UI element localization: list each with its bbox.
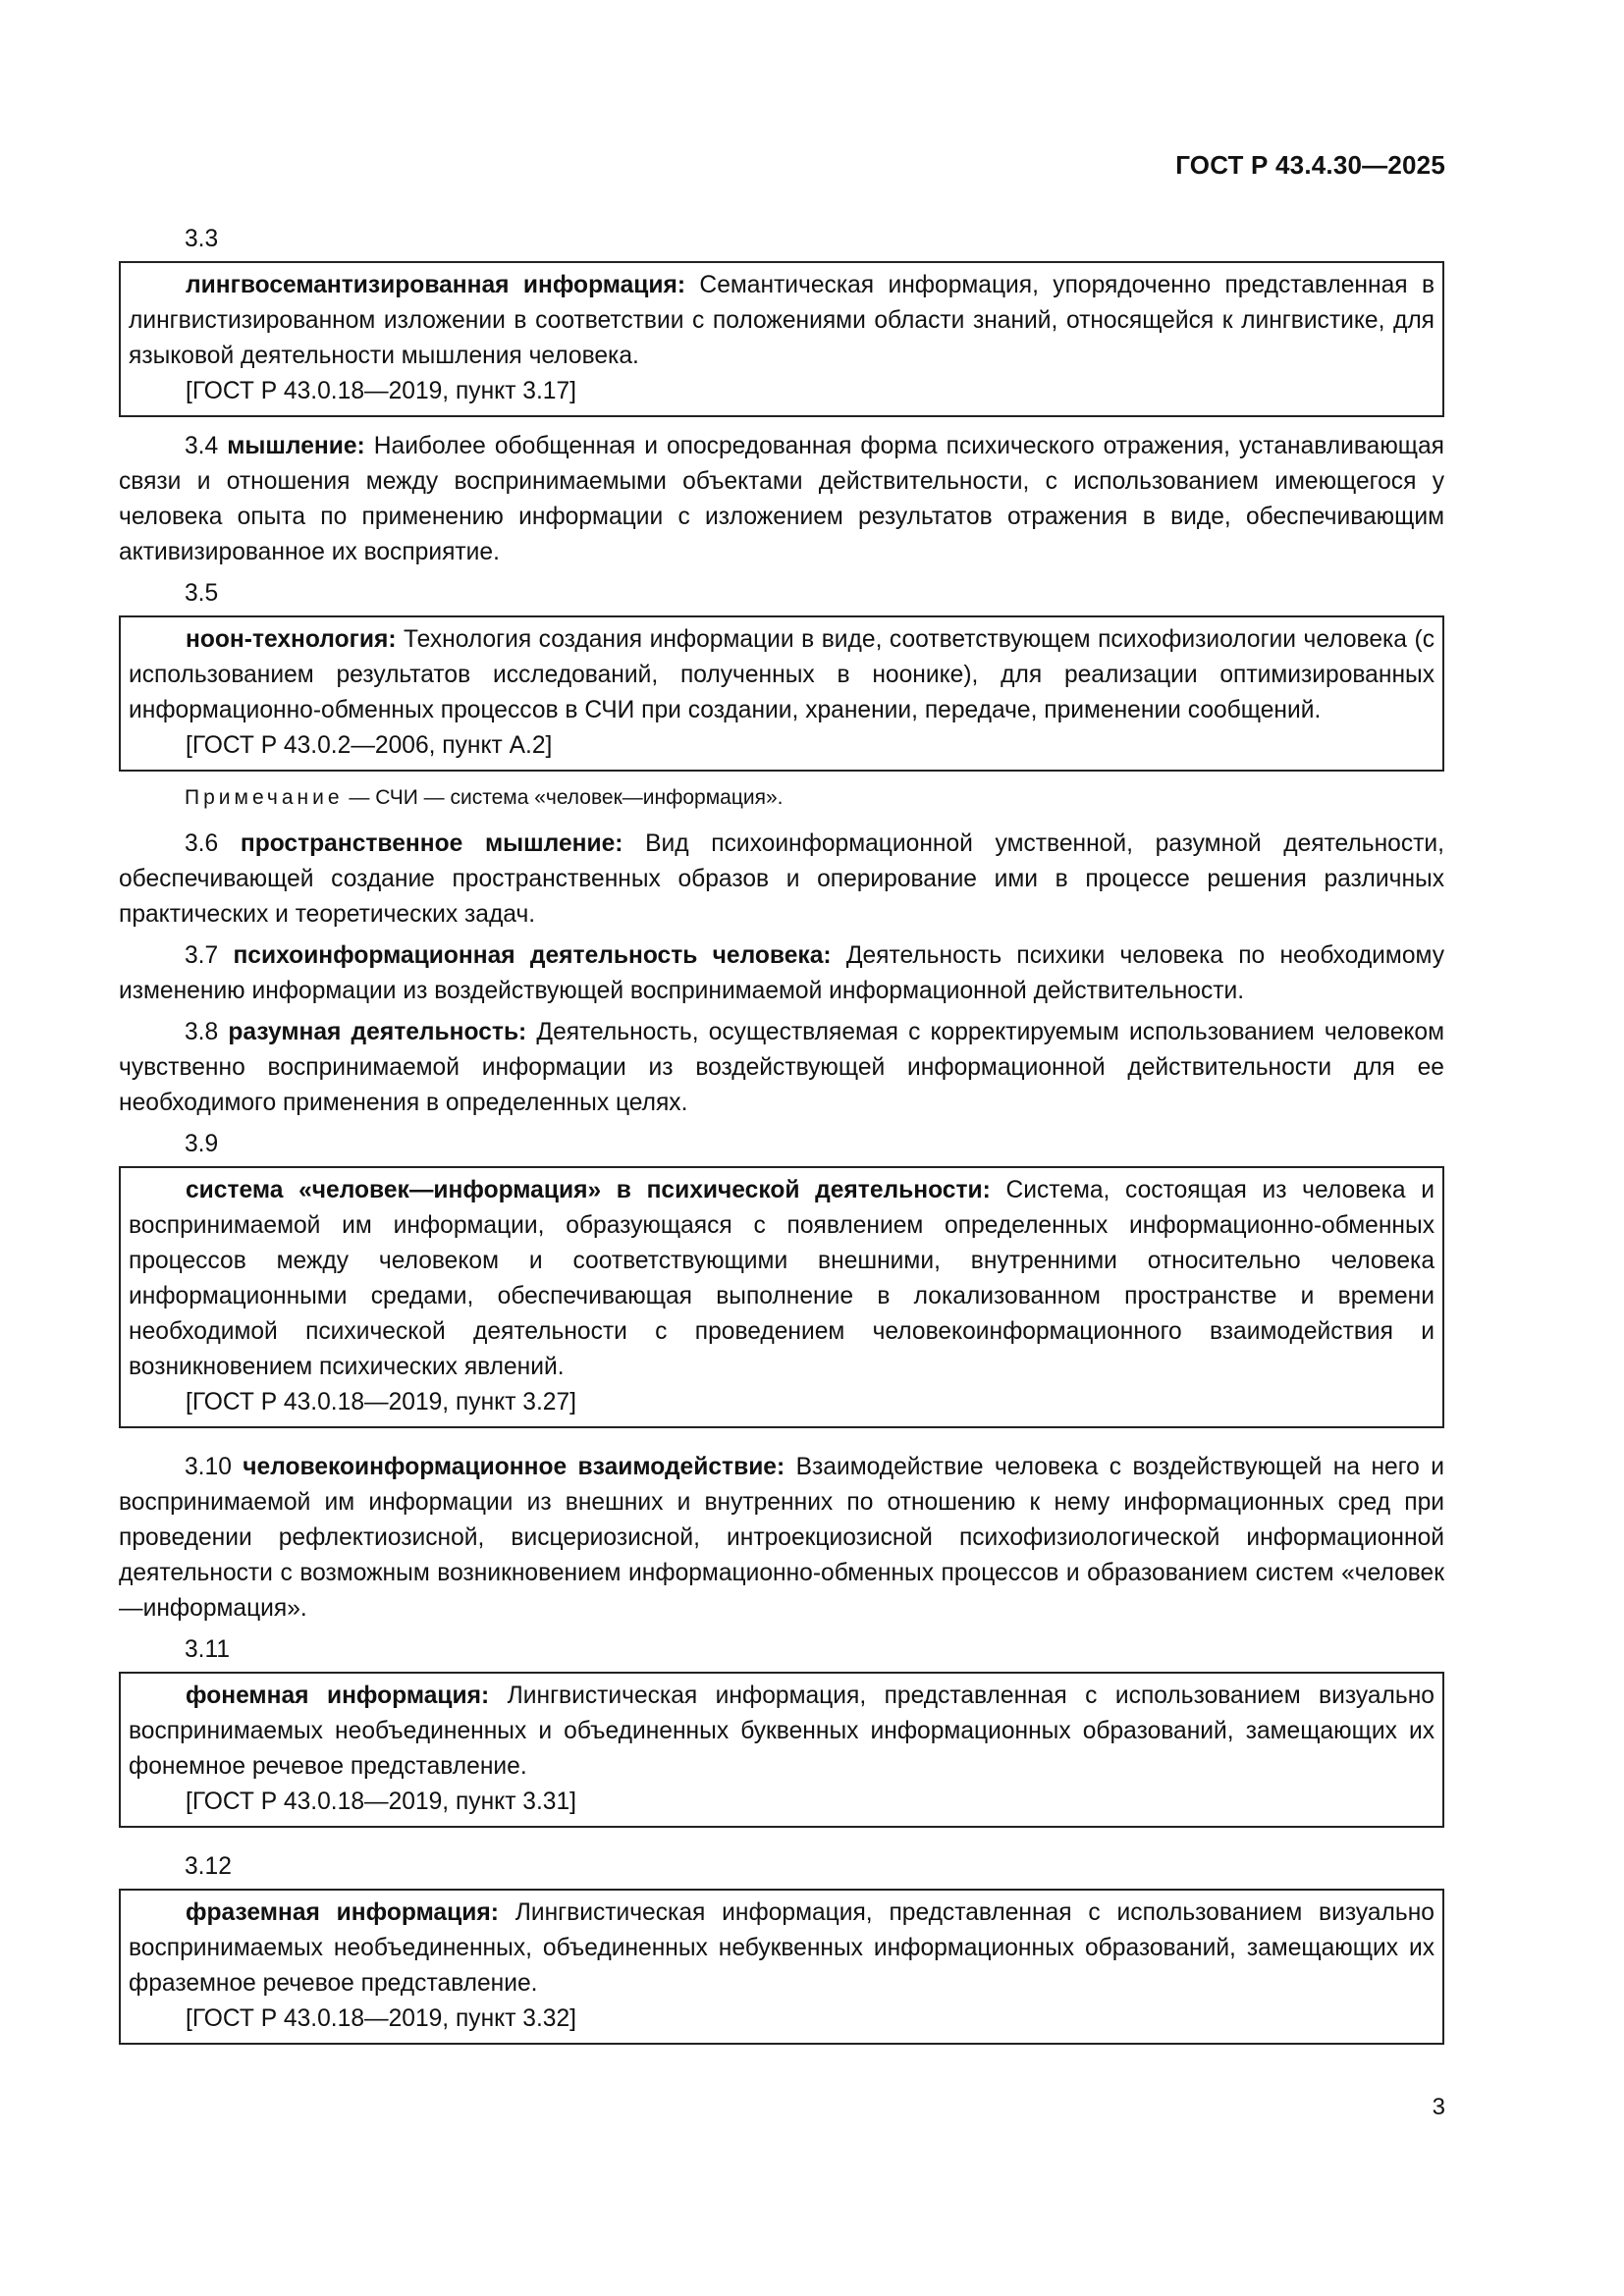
page-number: 3	[1432, 2094, 1445, 2120]
definition-text: Наиболее обобщенная и опосредованная форма психического отражения, устанавливающая связи и отношения между воспринимаемыми объектами действительности, с использованием имеющегося у человека опыта по применению информации с изложением результатов отражения в виде, обеспечивающим активизированное их восприятие.	[119, 433, 1444, 565]
definition-paragraph	[119, 429, 1444, 570]
quoted-definition-box	[119, 1672, 1444, 1828]
definition-text: Деятельность психики человека по необходимому изменению информации из воздействующей воспринимаемой информационной действительности.	[119, 942, 1444, 1004]
quoted-definition-box	[119, 615, 1444, 772]
definition-text: Лингвистическая информация, представленная с использованием визуально воспринимаемых необъединенных и объединенных буквенных информационных образований, замещающих их фонемное речевое представление.	[129, 1682, 1435, 1780]
term: разумная деятельность:	[228, 1019, 527, 1045]
note-text: — СЧИ — система «человек—информация».	[343, 786, 784, 809]
term: пространственное мышление:	[240, 830, 623, 857]
definition-text: Система, состоящая из человека и воспринимаемой им информации, образующаяся с появлением определенных информационно-обменных процессов между человеком и соответствующими внешними, внутренними относительно человека информационными средами, обеспечивающая выполнение в локализованном пространстве и времени необходимой психической деятельности с проведением человекоинформационного взаимодействия и возникновением психических явлений.	[129, 1177, 1435, 1380]
note-label: Примечание	[185, 786, 344, 809]
term: мышление:	[227, 433, 365, 459]
entry-number: 3.10	[185, 1454, 244, 1480]
quoted-definition-box	[119, 1889, 1444, 2045]
entry-number: 3.3	[185, 226, 219, 252]
term: лингвосемантизированная информация:	[186, 272, 686, 298]
spacer	[119, 1840, 1444, 1849]
document-code-header: ГОСТ Р 43.4.30—2025	[1175, 150, 1445, 180]
definition-text: Семантическая информация, упорядоченно представленная в лингвистизированном изложении в соответствии с положениями области знаний, относящейся к лингвистике, для языковой деятельности мышления человека.	[129, 272, 1435, 369]
source-reference: [ГОСТ Р 43.0.18—2019, пункт 3.17]	[186, 378, 576, 404]
spacer	[119, 1440, 1444, 1450]
definition-paragraph	[119, 827, 1444, 933]
quoted-definition-box	[119, 261, 1444, 417]
entry-number: 3.5	[185, 580, 219, 607]
source-reference: [ГОСТ Р 43.0.2—2006, пункт А.2]	[186, 732, 553, 759]
entry-number: 3.4	[185, 433, 228, 459]
entry-number: 3.12	[185, 1853, 232, 1880]
definition-paragraph	[129, 268, 1435, 374]
definition-text: Технология создания информации в виде, соответствующем психофизиологии человека (с использованием результатов исследований, полученных в ноонике), для реализации оптимизированных информационно-обменных процессов в СЧИ при создании, хранении, передаче, применении сообщений.	[129, 626, 1435, 723]
entry-number: 3.8	[185, 1019, 229, 1045]
definition-paragraph	[119, 1015, 1444, 1121]
source-reference: [ГОСТ Р 43.0.18—2019, пункт 3.32]	[186, 2005, 576, 2032]
definition-text: Вид психоинформационной умственной, разумной деятельности, обеспечивающей создание пространственных образов и оперирование ими в процессе решения различных практических и теоретических задач.	[119, 830, 1444, 928]
definition-paragraph	[119, 1450, 1444, 1627]
term: система «человек—информация» в психической деятельности:	[186, 1177, 991, 1203]
note	[119, 783, 1444, 813]
term: фраземная информация:	[186, 1899, 499, 1926]
term: фонемная информация:	[186, 1682, 490, 1709]
terms-content	[119, 222, 1444, 2056]
definition-text: Деятельность, осуществляемая с корректируемым использованием человеком чувственно воспринимаемой информации из воздействующей информационной действительности для ее необходимого применения в определенных целях.	[119, 1019, 1444, 1116]
term: ноон-технология:	[186, 626, 397, 653]
term: психоинформационная деятельность человека:	[233, 942, 832, 969]
definition-paragraph	[129, 1896, 1435, 2002]
definition-paragraph	[129, 1679, 1435, 1785]
definition-text: Взаимодействие человека с воздействующей на него и воспринимаемой им информации из внешних и внутренних по отношению к нему информационных сред при проведении рефлектиозисной, висцериозисной, интроекциозисной психофизиологической информационной деятельности с возможным возникновением информационно-обменных процессов и образованием систем «человек—информация».	[119, 1454, 1444, 1622]
quoted-definition-box	[119, 1166, 1444, 1428]
definition-text: Лингвистическая информация, представленная с использованием визуально воспринимаемых необъединенных, объединенных небуквенных информационных образований, замещающих их фраземное речевое представление.	[129, 1899, 1435, 1997]
entry-number: 3.11	[185, 1636, 231, 1663]
definition-paragraph	[119, 938, 1444, 1009]
entry-number: 3.9	[185, 1131, 219, 1157]
definition-paragraph	[129, 622, 1435, 728]
term: человекоинформационное взаимодействие:	[243, 1454, 785, 1480]
source-reference: [ГОСТ Р 43.0.18—2019, пункт 3.31]	[186, 1789, 576, 1815]
definition-paragraph	[129, 1173, 1435, 1385]
entry-number: 3.6	[185, 830, 241, 857]
source-reference: [ГОСТ Р 43.0.18—2019, пункт 3.27]	[186, 1389, 576, 1415]
entry-number: 3.7	[185, 942, 234, 969]
